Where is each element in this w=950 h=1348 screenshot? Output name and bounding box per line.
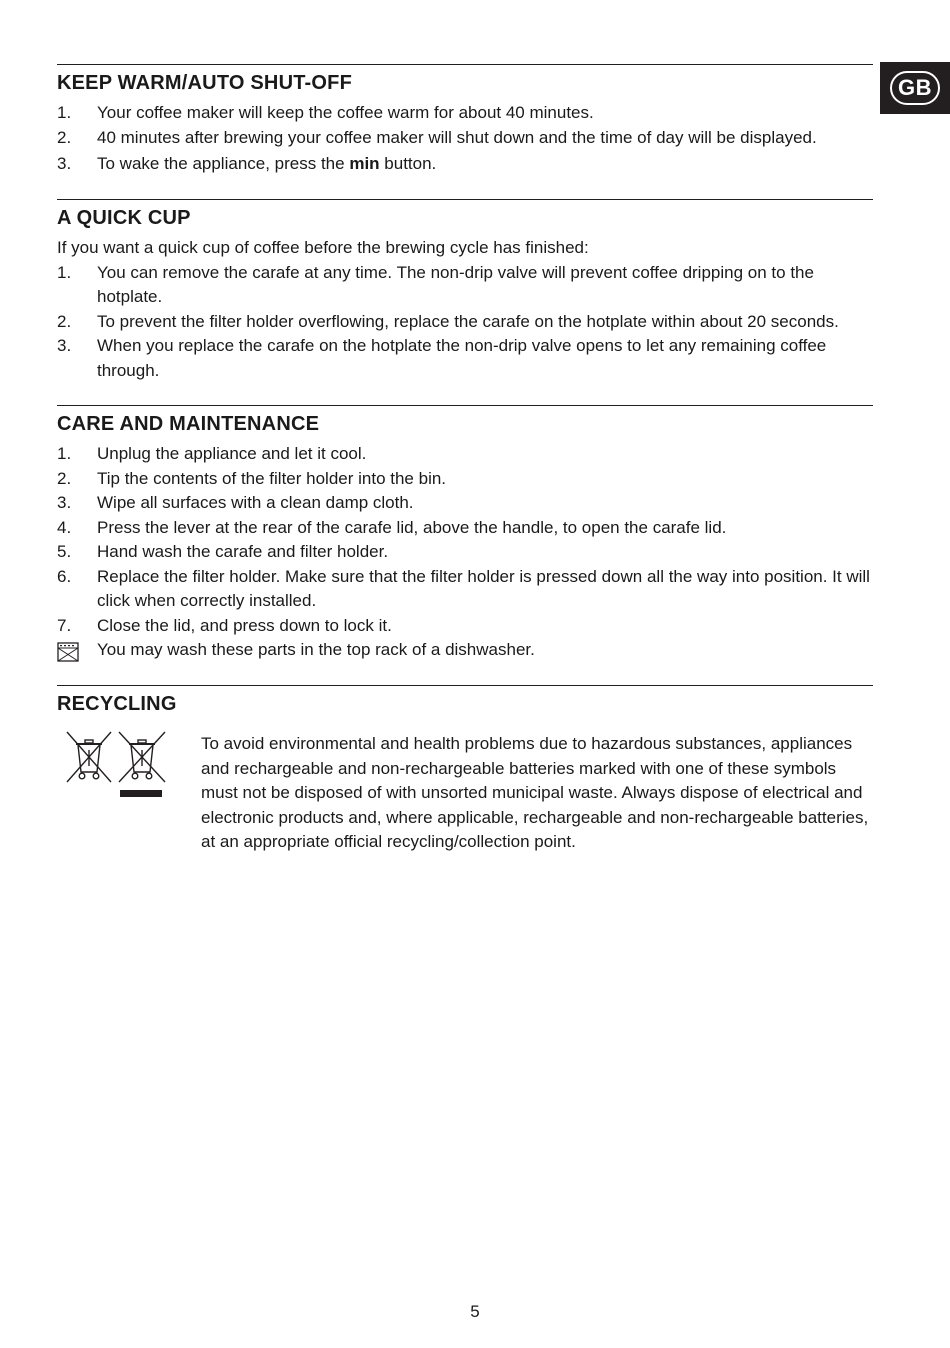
dishwasher-note-text: You may wash these parts in the top rack of a dishwasher. [97, 640, 535, 659]
list-item [57, 261, 873, 310]
item-number: 2. [57, 311, 72, 331]
keep-warm-section [57, 64, 873, 177]
item-text: Tip the contents of the filter holder into the bin. [97, 468, 447, 488]
recycling-section [57, 685, 873, 856]
list-item [57, 540, 873, 565]
list-item [57, 491, 873, 516]
section-heading: A QUICK CUP [57, 207, 191, 229]
item-text: 40 minutes after brewing your coffee maker will shut down and the time of day will be displayed. [97, 127, 817, 147]
section-heading: KEEP WARM/AUTO SHUT-OFF [57, 72, 352, 94]
dishwasher-note [57, 638, 873, 663]
item-text: Press the lever at the rear of the carafe lid, above the handle, to open the carafe lid. [97, 517, 727, 537]
list-item [57, 516, 873, 541]
quick-cup-list [57, 261, 873, 384]
recycling-text: To avoid environmental and health problems due to hazardous substances, appliances and rechargeable and non-rechargeable batteries marked with one of these symbols must not be disposed of with unsorted municipal waste. Always dispose of electrical and electronic products and, where applicable, rechargeable and non-rechargeable batteries, at an appropriate official recycling/collection point. [201, 734, 869, 852]
item-text: Hand wash the carafe and filter holder. [97, 542, 389, 561]
item-text: Your coffee maker will keep the coffee warm for about 40 minutes. [97, 103, 594, 122]
item-number: 3. [57, 336, 72, 355]
quick-cup-section [57, 199, 873, 383]
item-number: 5. [57, 542, 72, 561]
recycling-symbols [65, 730, 169, 807]
language-badge: GB [890, 71, 940, 105]
item-number: 1. [57, 444, 72, 463]
crossed-bin-icon [67, 732, 111, 782]
item-text-before: To wake the appliance, press the [97, 154, 350, 173]
list-item [57, 152, 873, 177]
section-heading: CARE AND MAINTENANCE [57, 413, 320, 435]
item-text: Unplug the appliance and let it cool. [97, 444, 367, 463]
item-number: 2. [57, 127, 72, 147]
section-heading: RECYCLING [57, 693, 177, 715]
dishwasher-icon [57, 642, 79, 670]
item-text: Wipe all surfaces with a clean damp cloth. [97, 493, 414, 512]
list-item [57, 126, 873, 151]
item-number: 6. [57, 566, 72, 586]
language-tab [880, 62, 950, 114]
crossed-bin-with-bar-icon [119, 732, 165, 797]
item-text: You can remove the carafe at any time. The non-drip valve will prevent coffee dripping on to the hotplate. [97, 262, 814, 306]
care-maintenance-section [57, 405, 873, 663]
item-number: 3. [57, 154, 72, 173]
quick-cup-intro: If you want a quick cup of coffee before the brewing cycle has finished: [57, 238, 589, 257]
item-text: Close the lid, and press down to lock it. [97, 615, 392, 635]
item-text-after: button. [379, 154, 437, 173]
list-item [57, 310, 873, 335]
list-item [57, 334, 873, 383]
care-list [57, 442, 873, 663]
item-text [97, 154, 436, 173]
list-item [57, 467, 873, 492]
item-number: 4. [57, 517, 72, 537]
list-item [57, 442, 873, 467]
item-number: 3. [57, 493, 72, 512]
keep-warm-list [57, 101, 873, 177]
item-number: 1. [57, 103, 72, 122]
item-number: 1. [57, 262, 72, 282]
item-text: To prevent the filter holder overflowing, replace the carafe on the hotplate within about 20 seconds. [97, 311, 839, 331]
item-text: Replace the filter holder. Make sure that the filter holder is pressed down all the way into position. It will click when correctly installed. [97, 566, 870, 610]
min-button-label: min [349, 154, 380, 173]
list-item [57, 101, 873, 126]
item-number: 7. [57, 615, 72, 635]
item-number: 2. [57, 468, 72, 488]
recycling-body [57, 716, 873, 856]
list-item [57, 614, 873, 639]
page-number: 5 [470, 1302, 480, 1321]
list-item [57, 565, 873, 614]
item-text: When you replace the carafe on the hotplate the non-drip valve opens to let any remaining coffee through. [97, 336, 827, 380]
